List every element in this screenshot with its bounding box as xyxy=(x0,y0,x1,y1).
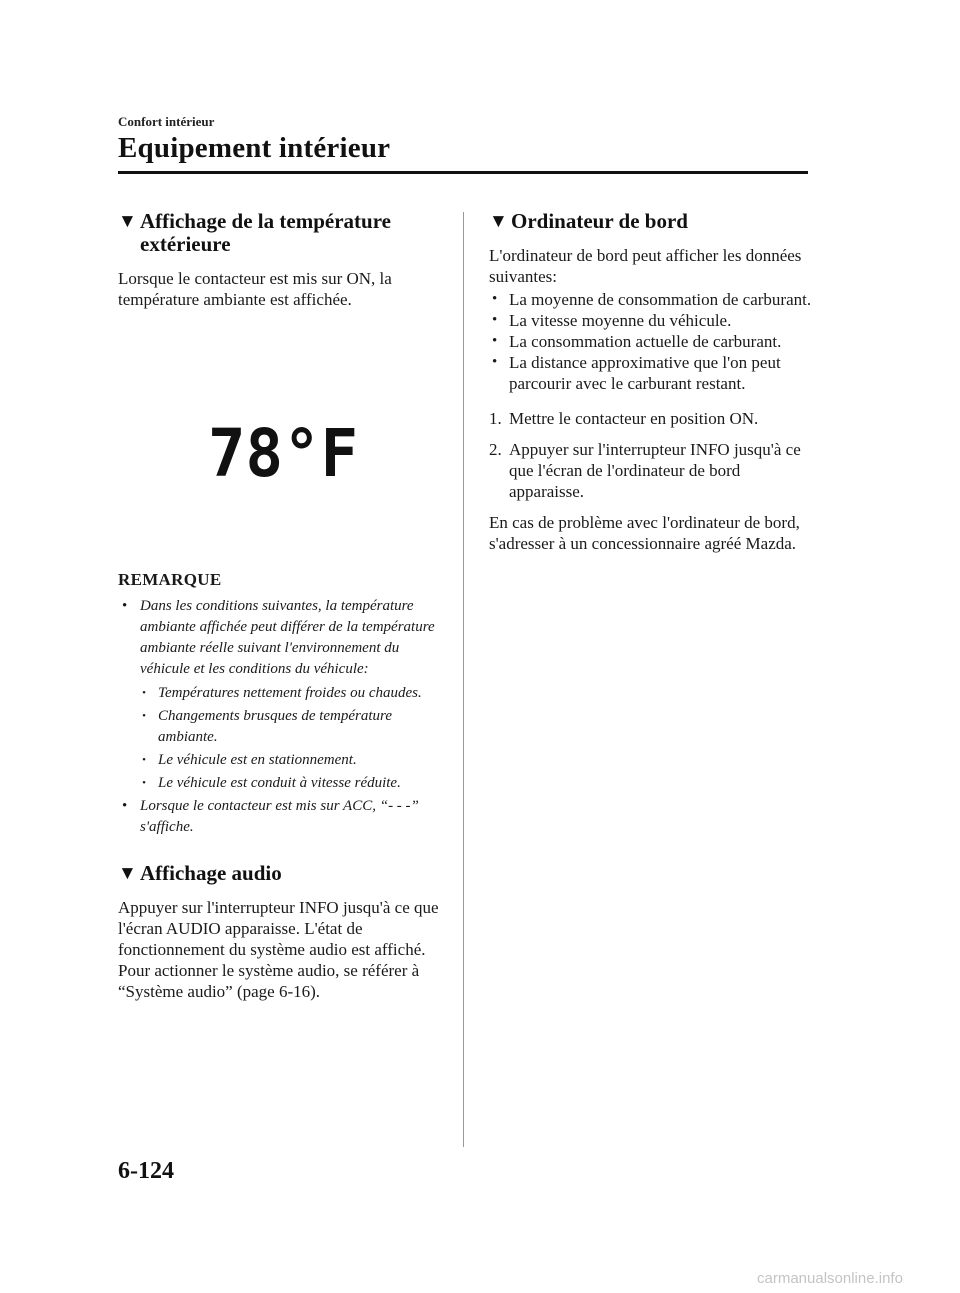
temperature-display-text: 78°F xyxy=(208,418,358,488)
audio-heading-text: Affichage audio xyxy=(140,861,282,885)
step-item xyxy=(489,439,819,502)
step-item xyxy=(489,408,819,429)
note-sub-item: • Le véhicule est conduit à vitesse réduite. xyxy=(140,773,448,794)
computer-data-list xyxy=(489,289,819,394)
step-number: 2. xyxy=(489,440,502,459)
audio-section-heading xyxy=(118,862,448,885)
page-title: Equipement intérieur xyxy=(118,132,391,164)
page-number: 6-124 xyxy=(118,1158,174,1184)
watermark: carmanualsonline.info xyxy=(757,1270,903,1287)
triangle-down-icon: ▼ xyxy=(118,863,137,884)
temperature-display-illustration xyxy=(118,320,448,570)
computer-section-heading xyxy=(489,210,819,233)
computer-closing: En cas de problème avec l'ordinateur de bord, s'adresser à un concessionnaire agréé Mazda. xyxy=(489,513,800,553)
temperature-display-svg xyxy=(208,418,368,488)
note-sub-list xyxy=(140,683,448,794)
computer-data-item: • La vitesse moyenne du véhicule. xyxy=(489,310,819,331)
step-number: 1. xyxy=(489,409,502,428)
computer-data-item: • La consommation actuelle de carburant. xyxy=(489,331,819,352)
note-sub-item: • Le véhicule est en stationnement. xyxy=(140,750,448,771)
step-text: Mettre le contacteur en position ON. xyxy=(509,409,759,428)
note-item: • Lorsque le contacteur est mis sur ACC, “- - -” s'affiche. xyxy=(118,796,448,838)
right-column xyxy=(489,210,819,564)
triangle-down-icon: ▼ xyxy=(118,211,137,232)
computer-data-item: • La moyenne de consommation de carburant. xyxy=(489,289,819,310)
left-column xyxy=(118,210,448,1012)
temperature-heading-text xyxy=(140,210,391,256)
audio-body-1: Appuyer sur l'interrupteur INFO jusqu'à ce que l'écran AUDIO apparaisse. L'état de fonctionnement du système audio est affiché. xyxy=(118,898,439,959)
note-item xyxy=(118,596,448,794)
note-sub-item: • Températures nettement froides ou chaudes. xyxy=(140,683,448,704)
triangle-down-icon: ▼ xyxy=(489,211,508,232)
computer-data-item: • La distance approximative que l'on peut parcourir avec le carburant restant. xyxy=(489,352,819,394)
note-heading: REMARQUE xyxy=(118,570,222,589)
computer-steps xyxy=(489,408,819,502)
audio-body-2: Pour actionner le système audio, se référer à “Système audio” (page 6-16). xyxy=(118,961,420,1001)
chapter-label: Confort intérieur xyxy=(118,114,215,129)
computer-intro: L'ordinateur de bord peut afficher les données suivantes: xyxy=(489,246,802,286)
column-divider xyxy=(463,212,464,1147)
note-list xyxy=(118,596,448,838)
temperature-heading-line2: extérieure xyxy=(140,232,231,256)
temperature-section-heading xyxy=(118,210,448,256)
note-item-text: Dans les conditions suivantes, la température ambiante affichée peut différer de la température ambiante réelle suivant l'environnement du véhicule et les conditions du véhicule: xyxy=(140,598,435,677)
temperature-heading-line1: Affichage de la température xyxy=(140,209,391,233)
temperature-body: Lorsque le contacteur est mis sur ON, la température ambiante est affichée. xyxy=(118,269,392,309)
computer-heading-text: Ordinateur de bord xyxy=(511,209,688,233)
step-text: Appuyer sur l'interrupteur INFO jusqu'à ce que l'écran de l'ordinateur de bord apparaisse. xyxy=(509,440,801,501)
header-divider xyxy=(118,171,808,174)
note-sub-item: • Changements brusques de température ambiante. xyxy=(140,706,448,748)
